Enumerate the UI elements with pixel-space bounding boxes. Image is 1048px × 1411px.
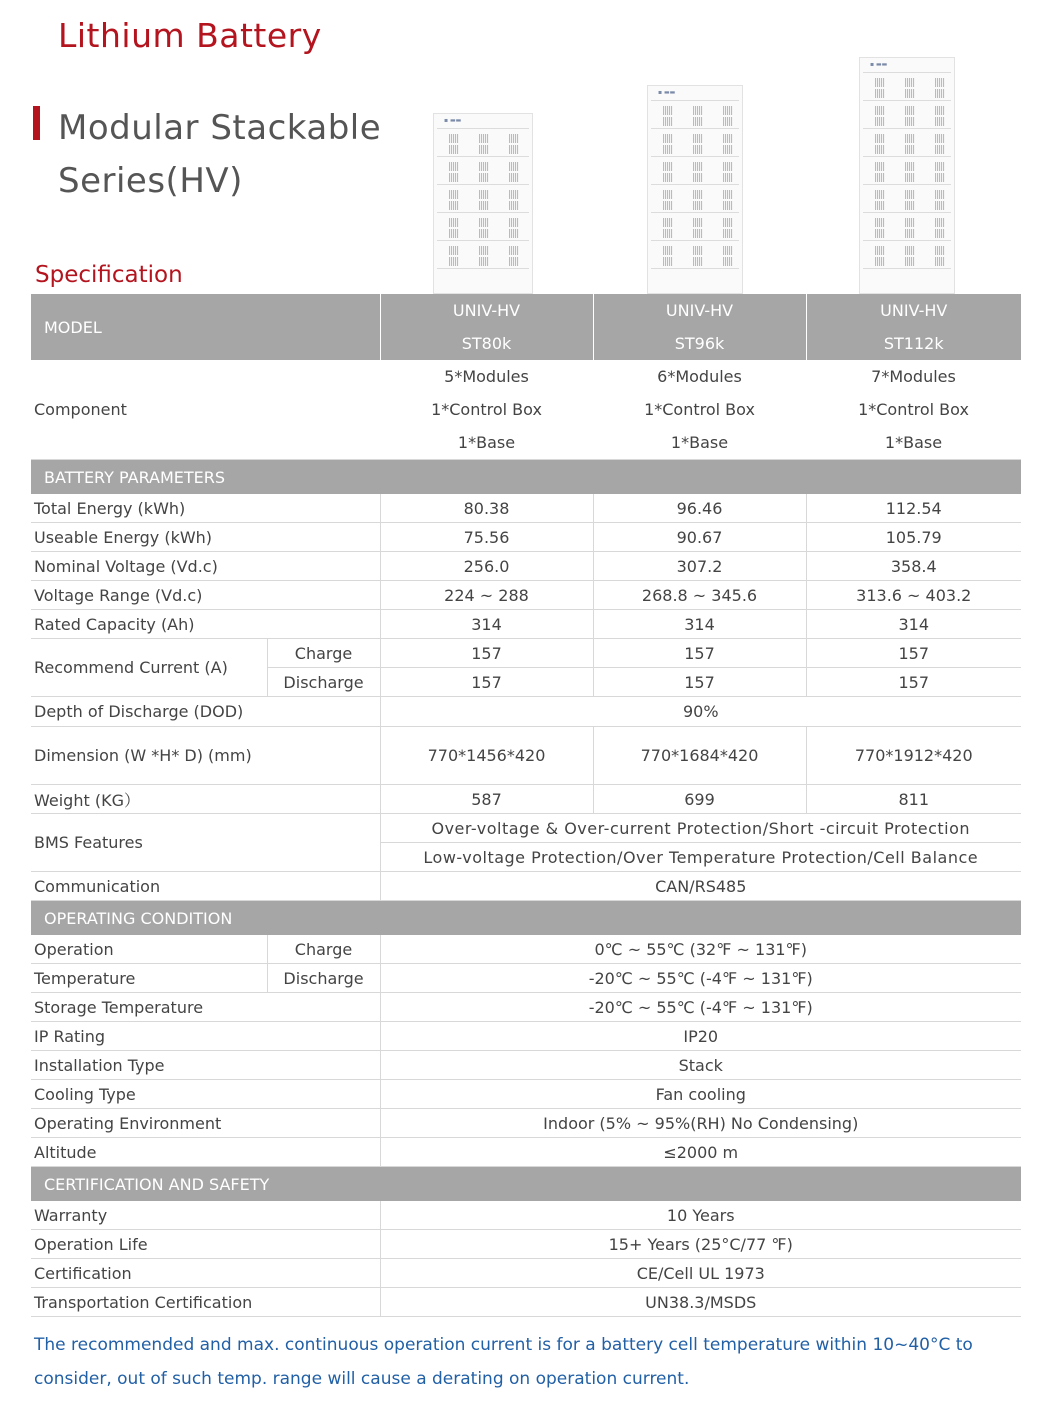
spec-title: Specification bbox=[35, 262, 183, 288]
cell-value: UN38.3/MSDS bbox=[380, 1288, 1021, 1317]
sub-label: Discharge bbox=[267, 964, 380, 993]
battery-module bbox=[651, 240, 739, 269]
cell-value: 105.79 bbox=[806, 523, 1021, 552]
row-label: Certification bbox=[31, 1259, 380, 1288]
cell-value: 314 bbox=[593, 610, 806, 639]
cell-value: 587 bbox=[380, 785, 593, 814]
cell-value: 157 bbox=[593, 639, 806, 668]
battery-module bbox=[863, 212, 951, 241]
component-row bbox=[31, 360, 1021, 460]
cell-value: 157 bbox=[593, 668, 806, 697]
spec-row bbox=[31, 1288, 1021, 1317]
row-label: Useable Energy (kWh) bbox=[31, 523, 380, 552]
spec-row bbox=[31, 494, 1021, 523]
row-label: Total Energy (kWh) bbox=[31, 494, 380, 523]
row-label: Rated Capacity (Ah) bbox=[31, 610, 380, 639]
product-image-st96k bbox=[647, 85, 743, 294]
cell-value: 80.38 bbox=[380, 494, 593, 523]
cell-value: Fan cooling bbox=[380, 1080, 1021, 1109]
series-title-line1: Modular Stackable bbox=[58, 108, 382, 148]
row-label: Communication bbox=[31, 872, 380, 901]
row-label: Recommend Current (A) bbox=[31, 639, 267, 697]
spec-row bbox=[31, 727, 1021, 785]
row-label: Temperature bbox=[31, 964, 267, 993]
product-image-st112k bbox=[859, 57, 955, 294]
series-accent-bar bbox=[33, 106, 40, 140]
model-label: MODEL bbox=[31, 294, 380, 360]
spec-row bbox=[31, 523, 1021, 552]
brand-logo-icon: ▪ ▬▬ bbox=[658, 89, 676, 96]
battery-module bbox=[863, 184, 951, 213]
cell-value: 358.4 bbox=[806, 552, 1021, 581]
battery-base bbox=[437, 268, 529, 281]
row-label: Transportation Certification bbox=[31, 1288, 380, 1317]
cell-value: 314 bbox=[380, 610, 593, 639]
model-st80k: UNIV-HV ST80k bbox=[380, 294, 593, 360]
cell-value: 770*1684*420 bbox=[593, 727, 806, 785]
cell-value: 699 bbox=[593, 785, 806, 814]
spec-row bbox=[31, 964, 1021, 993]
cell-value: 268.8 ~ 345.6 bbox=[593, 581, 806, 610]
spec-row bbox=[31, 1138, 1021, 1167]
battery-module bbox=[863, 100, 951, 129]
product-image-st80k bbox=[433, 113, 533, 294]
brand-title: Lithium Battery bbox=[58, 16, 322, 55]
model-st96k: UNIV-HV ST96k bbox=[593, 294, 806, 360]
battery-module bbox=[437, 156, 529, 185]
row-label: Cooling Type bbox=[31, 1080, 380, 1109]
spec-row bbox=[31, 552, 1021, 581]
battery-module bbox=[651, 100, 739, 129]
spec-row bbox=[31, 1051, 1021, 1080]
cell-value: 770*1456*420 bbox=[380, 727, 593, 785]
model-st112k: UNIV-HV ST112k bbox=[806, 294, 1021, 360]
cell-value: 157 bbox=[806, 639, 1021, 668]
row-label: IP Rating bbox=[31, 1022, 380, 1051]
cell-value: Over-voltage & Over-current Protection/Short -circuit Protection bbox=[380, 814, 1021, 843]
spec-row bbox=[31, 1080, 1021, 1109]
cell-value: Indoor (5% ~ 95%(RH) No Condensing) bbox=[380, 1109, 1021, 1138]
battery-module bbox=[437, 184, 529, 213]
battery-module bbox=[437, 212, 529, 241]
battery-module bbox=[863, 156, 951, 185]
spec-row bbox=[31, 1022, 1021, 1051]
battery-base bbox=[651, 268, 739, 281]
section-battery-parameters: BATTERY PARAMETERS bbox=[31, 460, 1021, 495]
battery-module bbox=[437, 128, 529, 157]
spec-table bbox=[31, 294, 1021, 1317]
battery-module bbox=[651, 184, 739, 213]
component-st96k: 6*Modules 1*Control Box 1*Base bbox=[593, 360, 806, 460]
spec-row bbox=[31, 1230, 1021, 1259]
spec-row bbox=[31, 872, 1021, 901]
footnote: The recommended and max. continuous operation current is for a battery cell temperature within 10~40°C to consider, out of such temp. range will cause a derating on operation current. bbox=[34, 1335, 973, 1389]
cell-value: 75.56 bbox=[380, 523, 593, 552]
component-label: Component bbox=[31, 360, 380, 460]
spec-row bbox=[31, 1109, 1021, 1138]
battery-module bbox=[651, 212, 739, 241]
cell-value: ≤2000 m bbox=[380, 1138, 1021, 1167]
row-label: Storage Temperature bbox=[31, 993, 380, 1022]
cell-value: 770*1912*420 bbox=[806, 727, 1021, 785]
sub-label: Charge bbox=[267, 935, 380, 964]
cell-value: 313.6 ~ 403.2 bbox=[806, 581, 1021, 610]
spec-row bbox=[31, 993, 1021, 1022]
cell-value: 811 bbox=[806, 785, 1021, 814]
series-title-line2: Series(HV) bbox=[58, 161, 243, 201]
cell-value: Low-voltage Protection/Over Temperature Protection/Cell Balance bbox=[380, 843, 1021, 872]
cell-value: -20℃ ~ 55℃ (-4℉ ~ 131℉) bbox=[380, 993, 1021, 1022]
sub-label: Charge bbox=[267, 639, 380, 668]
battery-module bbox=[437, 240, 529, 269]
row-label: Altitude bbox=[31, 1138, 380, 1167]
component-st112k: 7*Modules 1*Control Box 1*Base bbox=[806, 360, 1021, 460]
cell-value: 157 bbox=[380, 639, 593, 668]
row-label: Voltage Range (Vd.c) bbox=[31, 581, 380, 610]
spec-row bbox=[31, 1259, 1021, 1288]
row-label: Weight (KG） bbox=[31, 785, 380, 814]
cell-value: 15+ Years (25°C/77 ℉) bbox=[380, 1230, 1021, 1259]
component-st80k: 5*Modules 1*Control Box 1*Base bbox=[380, 360, 593, 460]
row-label: Dimension (W *H* D) (mm) bbox=[31, 727, 380, 785]
brand-logo-icon: ▪ ▬▬ bbox=[444, 117, 462, 124]
series-title bbox=[58, 102, 381, 208]
model-row bbox=[31, 294, 1021, 360]
cell-value: 256.0 bbox=[380, 552, 593, 581]
row-label: Operation bbox=[31, 935, 267, 964]
spec-row bbox=[31, 697, 1021, 727]
cell-value: 307.2 bbox=[593, 552, 806, 581]
cell-value: 96.46 bbox=[593, 494, 806, 523]
cell-value: CAN/RS485 bbox=[380, 872, 1021, 901]
row-label: Nominal Voltage (Vd.c) bbox=[31, 552, 380, 581]
battery-module bbox=[863, 72, 951, 101]
battery-base bbox=[863, 268, 951, 281]
cell-value: 157 bbox=[380, 668, 593, 697]
section-certification: CERTIFICATION AND SAFETY bbox=[31, 1167, 1021, 1202]
row-label: Operation Life bbox=[31, 1230, 380, 1259]
cell-value: 90% bbox=[380, 697, 1021, 727]
cell-value: 314 bbox=[806, 610, 1021, 639]
cell-value: 224 ~ 288 bbox=[380, 581, 593, 610]
cell-value: 10 Years bbox=[380, 1201, 1021, 1230]
row-label: Installation Type bbox=[31, 1051, 380, 1080]
spec-row bbox=[31, 581, 1021, 610]
row-label: Operating Environment bbox=[31, 1109, 380, 1138]
cell-value: 90.67 bbox=[593, 523, 806, 552]
cell-value: IP20 bbox=[380, 1022, 1021, 1051]
cell-value: 0℃ ~ 55℃ (32℉ ~ 131℉) bbox=[380, 935, 1021, 964]
cell-value: 157 bbox=[806, 668, 1021, 697]
battery-module bbox=[651, 128, 739, 157]
sub-label: Discharge bbox=[267, 668, 380, 697]
spec-row bbox=[31, 610, 1021, 639]
battery-module bbox=[863, 240, 951, 269]
battery-module bbox=[863, 128, 951, 157]
cell-value: -20℃ ~ 55℃ (-4℉ ~ 131℉) bbox=[380, 964, 1021, 993]
brand-logo-icon: ▪ ▬▬ bbox=[870, 61, 888, 68]
row-label: Depth of Discharge (DOD) bbox=[31, 697, 380, 727]
spec-row bbox=[31, 814, 1021, 843]
row-label: BMS Features bbox=[31, 814, 380, 872]
cell-value: CE/Cell UL 1973 bbox=[380, 1259, 1021, 1288]
spec-row bbox=[31, 639, 1021, 668]
section-operating-condition: OPERATING CONDITION bbox=[31, 901, 1021, 936]
spec-row bbox=[31, 1201, 1021, 1230]
spec-row bbox=[31, 935, 1021, 964]
spec-row bbox=[31, 785, 1021, 814]
cell-value: 112.54 bbox=[806, 494, 1021, 523]
row-label: Warranty bbox=[31, 1201, 380, 1230]
cell-value: Stack bbox=[380, 1051, 1021, 1080]
battery-module bbox=[651, 156, 739, 185]
